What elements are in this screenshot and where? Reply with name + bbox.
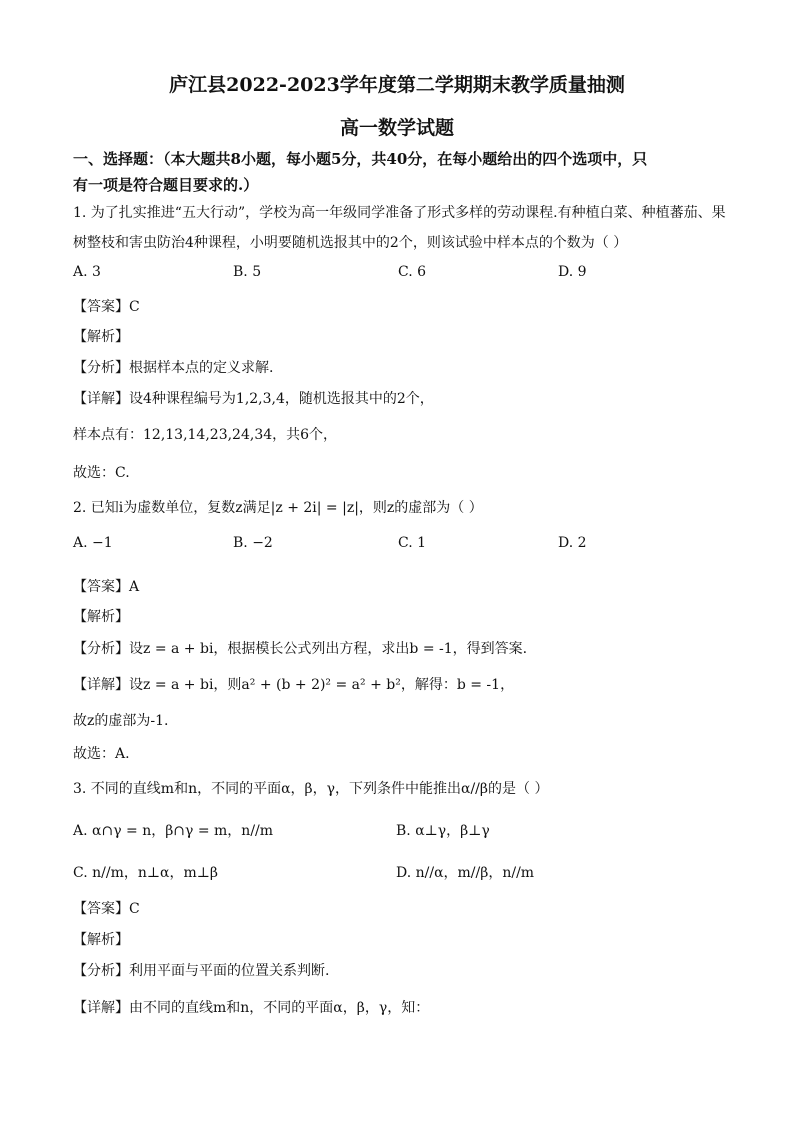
q1-stem-line2: 树整枝和害虫防治4种课程，小明要随机选报其中的2个，则该试验中样本点的个数为（ ）: [73, 235, 628, 251]
q1-choose: 故选：C.: [73, 465, 130, 481]
exam-title: 庐江县2022-2023学年度第二学期期末教学质量抽测: [169, 74, 625, 96]
q3-jiexi: 【解析】: [73, 932, 129, 948]
q3-xiangjie: 【详解】由不同的直线m和n，不同的平面α，β，γ，知：: [73, 1000, 430, 1016]
q1-option-a: A. 3: [73, 264, 101, 280]
section-heading-line1: 一、选择题：（本大题共8小题，每小题5分，共40分，在每小题给出的四个选项中，只: [73, 150, 648, 168]
q3-option-d: D. n//α，m//β，n//m: [396, 865, 535, 881]
q2-option-d: D. 2: [558, 535, 587, 551]
q2-jiexi: 【解析】: [73, 609, 129, 625]
q2-option-a: A. −1: [73, 535, 113, 551]
q1-jiexi: 【解析】: [73, 329, 129, 345]
exam-subtitle: 高一数学试题: [339, 117, 454, 139]
q3-fenxi: 【分析】利用平面与平面的位置关系判断.: [73, 963, 330, 979]
q2-stem: 2. 已知i为虚数单位，复数z满足|z + 2i| = |z|，则z的虚部为（ ）: [73, 500, 483, 516]
q3-stem: 3. 不同的直线m和n，不同的平面α，β，γ，下列条件中能推出α//β的是（ ）: [73, 781, 549, 797]
q2-fenxi: 【分析】设z = a + bi，根据模长公式列出方程，求出b = -1，得到答案.: [73, 641, 528, 657]
q1-xiangjie: 【详解】设4种课程编号为1,2,3,4，随机选报其中的2个，: [73, 391, 434, 407]
q2-answer: 【答案】A: [73, 579, 140, 595]
q1-option-c: C. 6: [398, 264, 427, 280]
q1-stem-line1: 1. 为了扎实推进“五大行动”，学校为高一年级同学准备了形式多样的劳动课程.有种植白菜、种植蕃茄、果: [73, 205, 726, 221]
q2-option-b: B. −2: [233, 535, 273, 551]
q3-option-c: C. n//m，n⊥α，m⊥β: [73, 865, 219, 881]
q1-option-d: D. 9: [558, 264, 587, 280]
q2-xiangjie: 【详解】设z = a + bi，则a² + (b + 2)² = a² + b²，解得：b = -1，: [73, 677, 515, 693]
q3-option-a: A. α∩γ = n，β∩γ = m，n//m: [73, 823, 274, 839]
q1-answer: 【答案】C: [73, 299, 140, 315]
q3-answer: 【答案】C: [73, 901, 140, 917]
q2-choose: 故选：A.: [73, 746, 130, 762]
q1-fenxi: 【分析】根据样本点的定义求解.: [73, 360, 274, 376]
section-heading-line2: 有一项是符合题目要求的.）: [73, 176, 259, 194]
q1-samples: 样本点有：12,13,14,23,24,34，共6个，: [73, 427, 338, 443]
q1-option-b: B. 5: [233, 264, 262, 280]
q2-option-c: C. 1: [398, 535, 427, 551]
q3-option-b: B. α⊥γ，β⊥γ: [396, 823, 490, 839]
q2-conclusion: 故z的虚部为-1.: [73, 713, 169, 729]
